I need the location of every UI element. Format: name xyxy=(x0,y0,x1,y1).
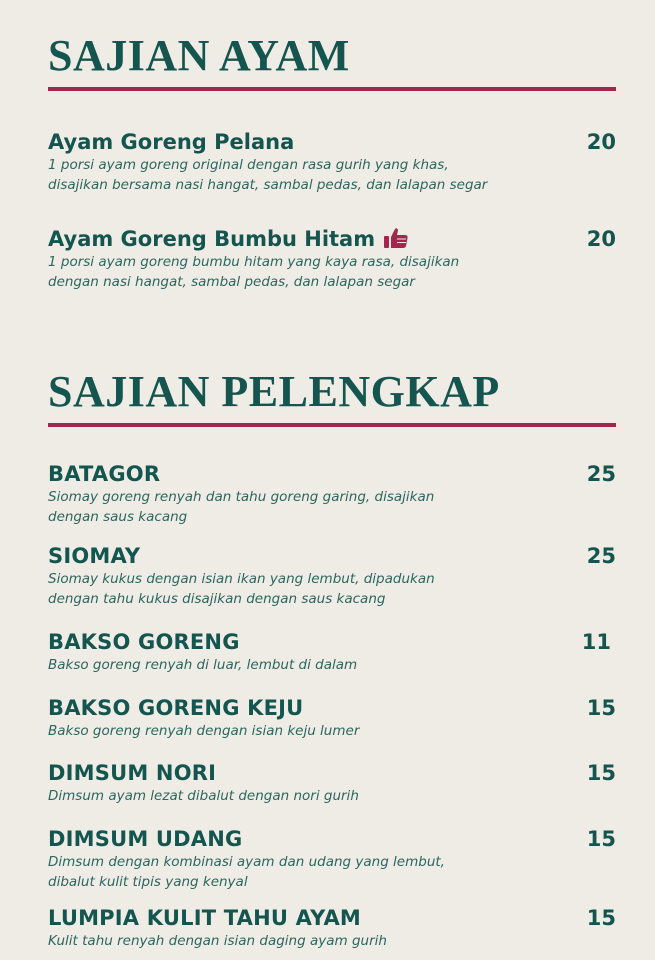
item-name: Ayam Goreng Pelana xyxy=(48,130,295,154)
menu-item-bakso-goreng-keju xyxy=(48,695,616,741)
menu-item-dimsum-nori xyxy=(48,760,616,806)
section-title-sajian-ayam: SAJIAN AYAM xyxy=(48,31,350,80)
item-price: 20 xyxy=(586,130,616,154)
menu-item-batagor xyxy=(48,461,616,527)
item-name: BAKSO GORENG KEJU xyxy=(48,696,304,720)
item-price: 15 xyxy=(586,696,616,720)
item-description: Kulit tahu renyah dengan isian daging ayam gurih xyxy=(48,933,387,949)
menu-item-siomay xyxy=(48,543,616,609)
item-price: 20 xyxy=(586,227,616,251)
item-description: Dimsum dengan kombinasi ayam dan udang yang lembut, dibalut kulit tipis yang kenyal xyxy=(48,854,445,890)
section-title-sajian-pelengkap: SAJIAN PELENGKAP xyxy=(48,367,500,416)
item-description: Dimsum ayam lezat dibalut dengan nori gurih xyxy=(48,788,359,804)
item-description: Siomay goreng renyah dan tahu goreng garing, disajikan dengan saus kacang xyxy=(48,489,435,525)
item-description: 1 porsi ayam goreng original dengan rasa gurih yang khas, disajikan bersama nasi hangat, sambal pedas, dan lalapan segar xyxy=(48,157,488,193)
item-price: 15 xyxy=(586,906,616,930)
item-description: Bakso goreng renyah dengan isian keju lumer xyxy=(48,723,360,739)
item-price: 25 xyxy=(586,462,616,486)
item-name: DIMSUM UDANG xyxy=(48,827,243,851)
menu-item-bakso-goreng xyxy=(48,629,616,675)
section-divider xyxy=(48,87,616,91)
item-name: BATAGOR xyxy=(48,462,161,486)
item-price: 15 xyxy=(586,761,616,785)
thumbs-up-icon xyxy=(383,227,409,249)
menu-item-ayam-goreng-pelana xyxy=(48,129,616,195)
item-price: 25 xyxy=(586,544,616,568)
item-name: DIMSUM NORI xyxy=(48,761,217,785)
item-price: 11 xyxy=(581,630,611,654)
item-name: SIOMAY xyxy=(48,544,141,568)
section-divider xyxy=(48,423,616,427)
item-name: BAKSO GORENG xyxy=(48,630,240,654)
item-name: Ayam Goreng Bumbu Hitam xyxy=(48,227,376,251)
item-name: LUMPIA KULIT TAHU AYAM xyxy=(48,906,362,930)
menu-item-dimsum-udang xyxy=(48,826,616,892)
menu-item-lumpia-kulit-tahu-ayam xyxy=(48,905,616,951)
item-description: Bakso goreng renyah di luar, lembut di dalam xyxy=(48,657,358,673)
item-price: 15 xyxy=(586,827,616,851)
item-description: 1 porsi ayam goreng bumbu hitam yang kaya rasa, disajikan dengan nasi hangat, sambal pedas, dan lalapan segar xyxy=(48,254,460,290)
menu-item-ayam-goreng-bumbu-hitam xyxy=(48,226,616,292)
item-description: Siomay kukus dengan isian ikan yang lembut, dipadukan dengan tahu kukus disajikan dengan saus kacang xyxy=(48,571,435,607)
